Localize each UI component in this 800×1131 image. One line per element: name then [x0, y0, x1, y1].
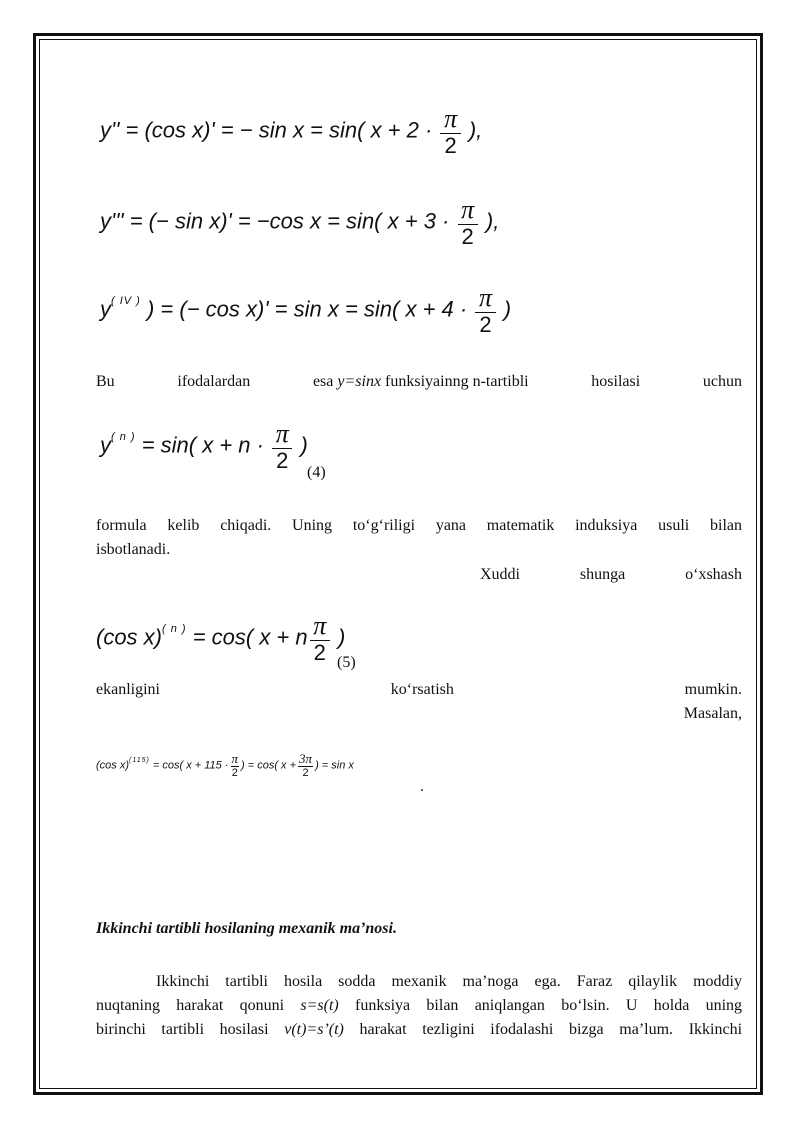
- equation-tail: ),: [468, 117, 483, 143]
- word-group: [313, 370, 529, 393]
- paragraph-similarly: [480, 563, 742, 586]
- word: n-tartibli: [472, 373, 529, 390]
- fraction-denominator: 2: [440, 133, 460, 158]
- equation-period: .: [420, 778, 424, 795]
- paragraph-can-show: [96, 678, 742, 701]
- word: funksiyainng: [385, 373, 469, 390]
- word: mumkin.: [684, 681, 742, 698]
- word: hosilasi: [591, 373, 641, 390]
- paragraph-formula-line1: formula kelib chiqadi. Uning to‘g‘riligi yana matematik induksiya usuli bilan: [96, 517, 742, 534]
- equation-tail: ): [503, 296, 512, 322]
- word: esa: [312, 373, 334, 390]
- fraction: [298, 752, 313, 779]
- derivative-order: (115): [129, 757, 150, 765]
- equation-tail: ): [338, 624, 346, 650]
- body-line-3: [96, 1018, 742, 1041]
- equation-number-5: (5): [337, 654, 356, 671]
- text-run: funksiya bilan aniqlangan bo‘lsin. U holda uning: [355, 997, 743, 1014]
- fraction-numerator: 3π: [299, 751, 313, 766]
- equation-text: ) = (− cos x)' = sin x = sin( x + 4 ·: [146, 296, 468, 322]
- fraction-numerator: π: [231, 751, 239, 766]
- equation-example-115: [96, 752, 354, 779]
- equation-text: = cos( x + 115 ·: [152, 759, 229, 772]
- paragraph-formula-line2: isbotlanadi.: [96, 541, 171, 558]
- equation-number-4: (4): [307, 464, 326, 481]
- equation-text: = cos( x + n: [192, 624, 308, 650]
- fraction-numerator: π: [444, 104, 458, 133]
- equation-nth-derivative-cos: [96, 612, 345, 665]
- derivative-order: ( IV ): [111, 295, 141, 308]
- word: ko‘rsatish: [390, 681, 454, 698]
- fraction: [310, 612, 330, 665]
- word: uchun: [702, 373, 742, 390]
- equation-nth-derivative-sin: [100, 420, 308, 473]
- equation-base: (cos x): [96, 759, 129, 772]
- fraction: [475, 284, 495, 337]
- equation-text: = sin( x + n ·: [141, 432, 264, 458]
- equation-tail: ): [300, 432, 308, 458]
- text-run: nuqtaning harakat qonuni: [96, 997, 285, 1014]
- equation-text: ) = cos( x +: [241, 759, 297, 772]
- text-run-math: s=s(t): [300, 997, 339, 1014]
- fraction: [272, 420, 292, 473]
- equation-text: y'' = (cos x)' = − sin x = sin( x + 2 ·: [100, 117, 433, 143]
- fraction: [458, 196, 478, 249]
- equation-tail: ),: [485, 208, 500, 234]
- equation-base: (cos x): [96, 624, 162, 650]
- fraction-numerator: π: [478, 283, 492, 312]
- word: ifodalardan: [177, 373, 251, 390]
- fraction-denominator: 2: [458, 224, 478, 249]
- section-heading: Ikkinchi tartibli hosilaning mexanik ma’nosi.: [96, 920, 397, 937]
- equation-text: ) = sin x: [315, 759, 354, 772]
- body-line-2: [96, 994, 742, 1017]
- paragraph-intro: [96, 370, 742, 393]
- text-run: birinchi tartibli hosilasi: [96, 1021, 269, 1038]
- fraction-denominator: 2: [231, 767, 238, 779]
- fraction-denominator: 2: [298, 766, 313, 779]
- word: Xuddi: [480, 566, 520, 583]
- fraction-numerator: π: [461, 195, 475, 224]
- fraction: [231, 752, 240, 779]
- fraction-denominator: 2: [272, 448, 292, 473]
- fraction-denominator: 2: [475, 312, 495, 337]
- equation-text: y''' = (− sin x)' = −cos x = sin( x + 3 ·: [100, 208, 450, 234]
- word: ekanligini: [96, 681, 160, 698]
- word-math: y=sinx: [337, 373, 382, 390]
- word: o‘xshash: [685, 566, 742, 583]
- text-run-math: v(t)=s’(t): [284, 1021, 344, 1038]
- fraction: [440, 105, 460, 158]
- word: Bu: [96, 373, 115, 390]
- derivative-order: ( n ): [162, 623, 187, 636]
- fraction-numerator: π: [275, 419, 289, 448]
- word: shunga: [579, 566, 626, 583]
- fraction-numerator: π: [313, 611, 327, 640]
- equation-second-derivative: [100, 105, 482, 158]
- body-line-1: Ikkinchi tartibli hosila sodda mexanik ma’noga ega. Faraz qilaylik moddiy: [156, 973, 742, 990]
- equation-fourth-derivative: [100, 284, 511, 337]
- text-run: harakat tezligini ifodalashi bizga ma’lum. Ikkinchi: [359, 1021, 743, 1038]
- equation-third-derivative: [100, 196, 499, 249]
- equation-variable: y: [100, 432, 111, 458]
- paragraph-for-example: Masalan,: [683, 705, 742, 722]
- equation-variable: y: [100, 296, 111, 322]
- fraction-denominator: 2: [310, 640, 330, 665]
- derivative-order: ( n ): [111, 431, 136, 444]
